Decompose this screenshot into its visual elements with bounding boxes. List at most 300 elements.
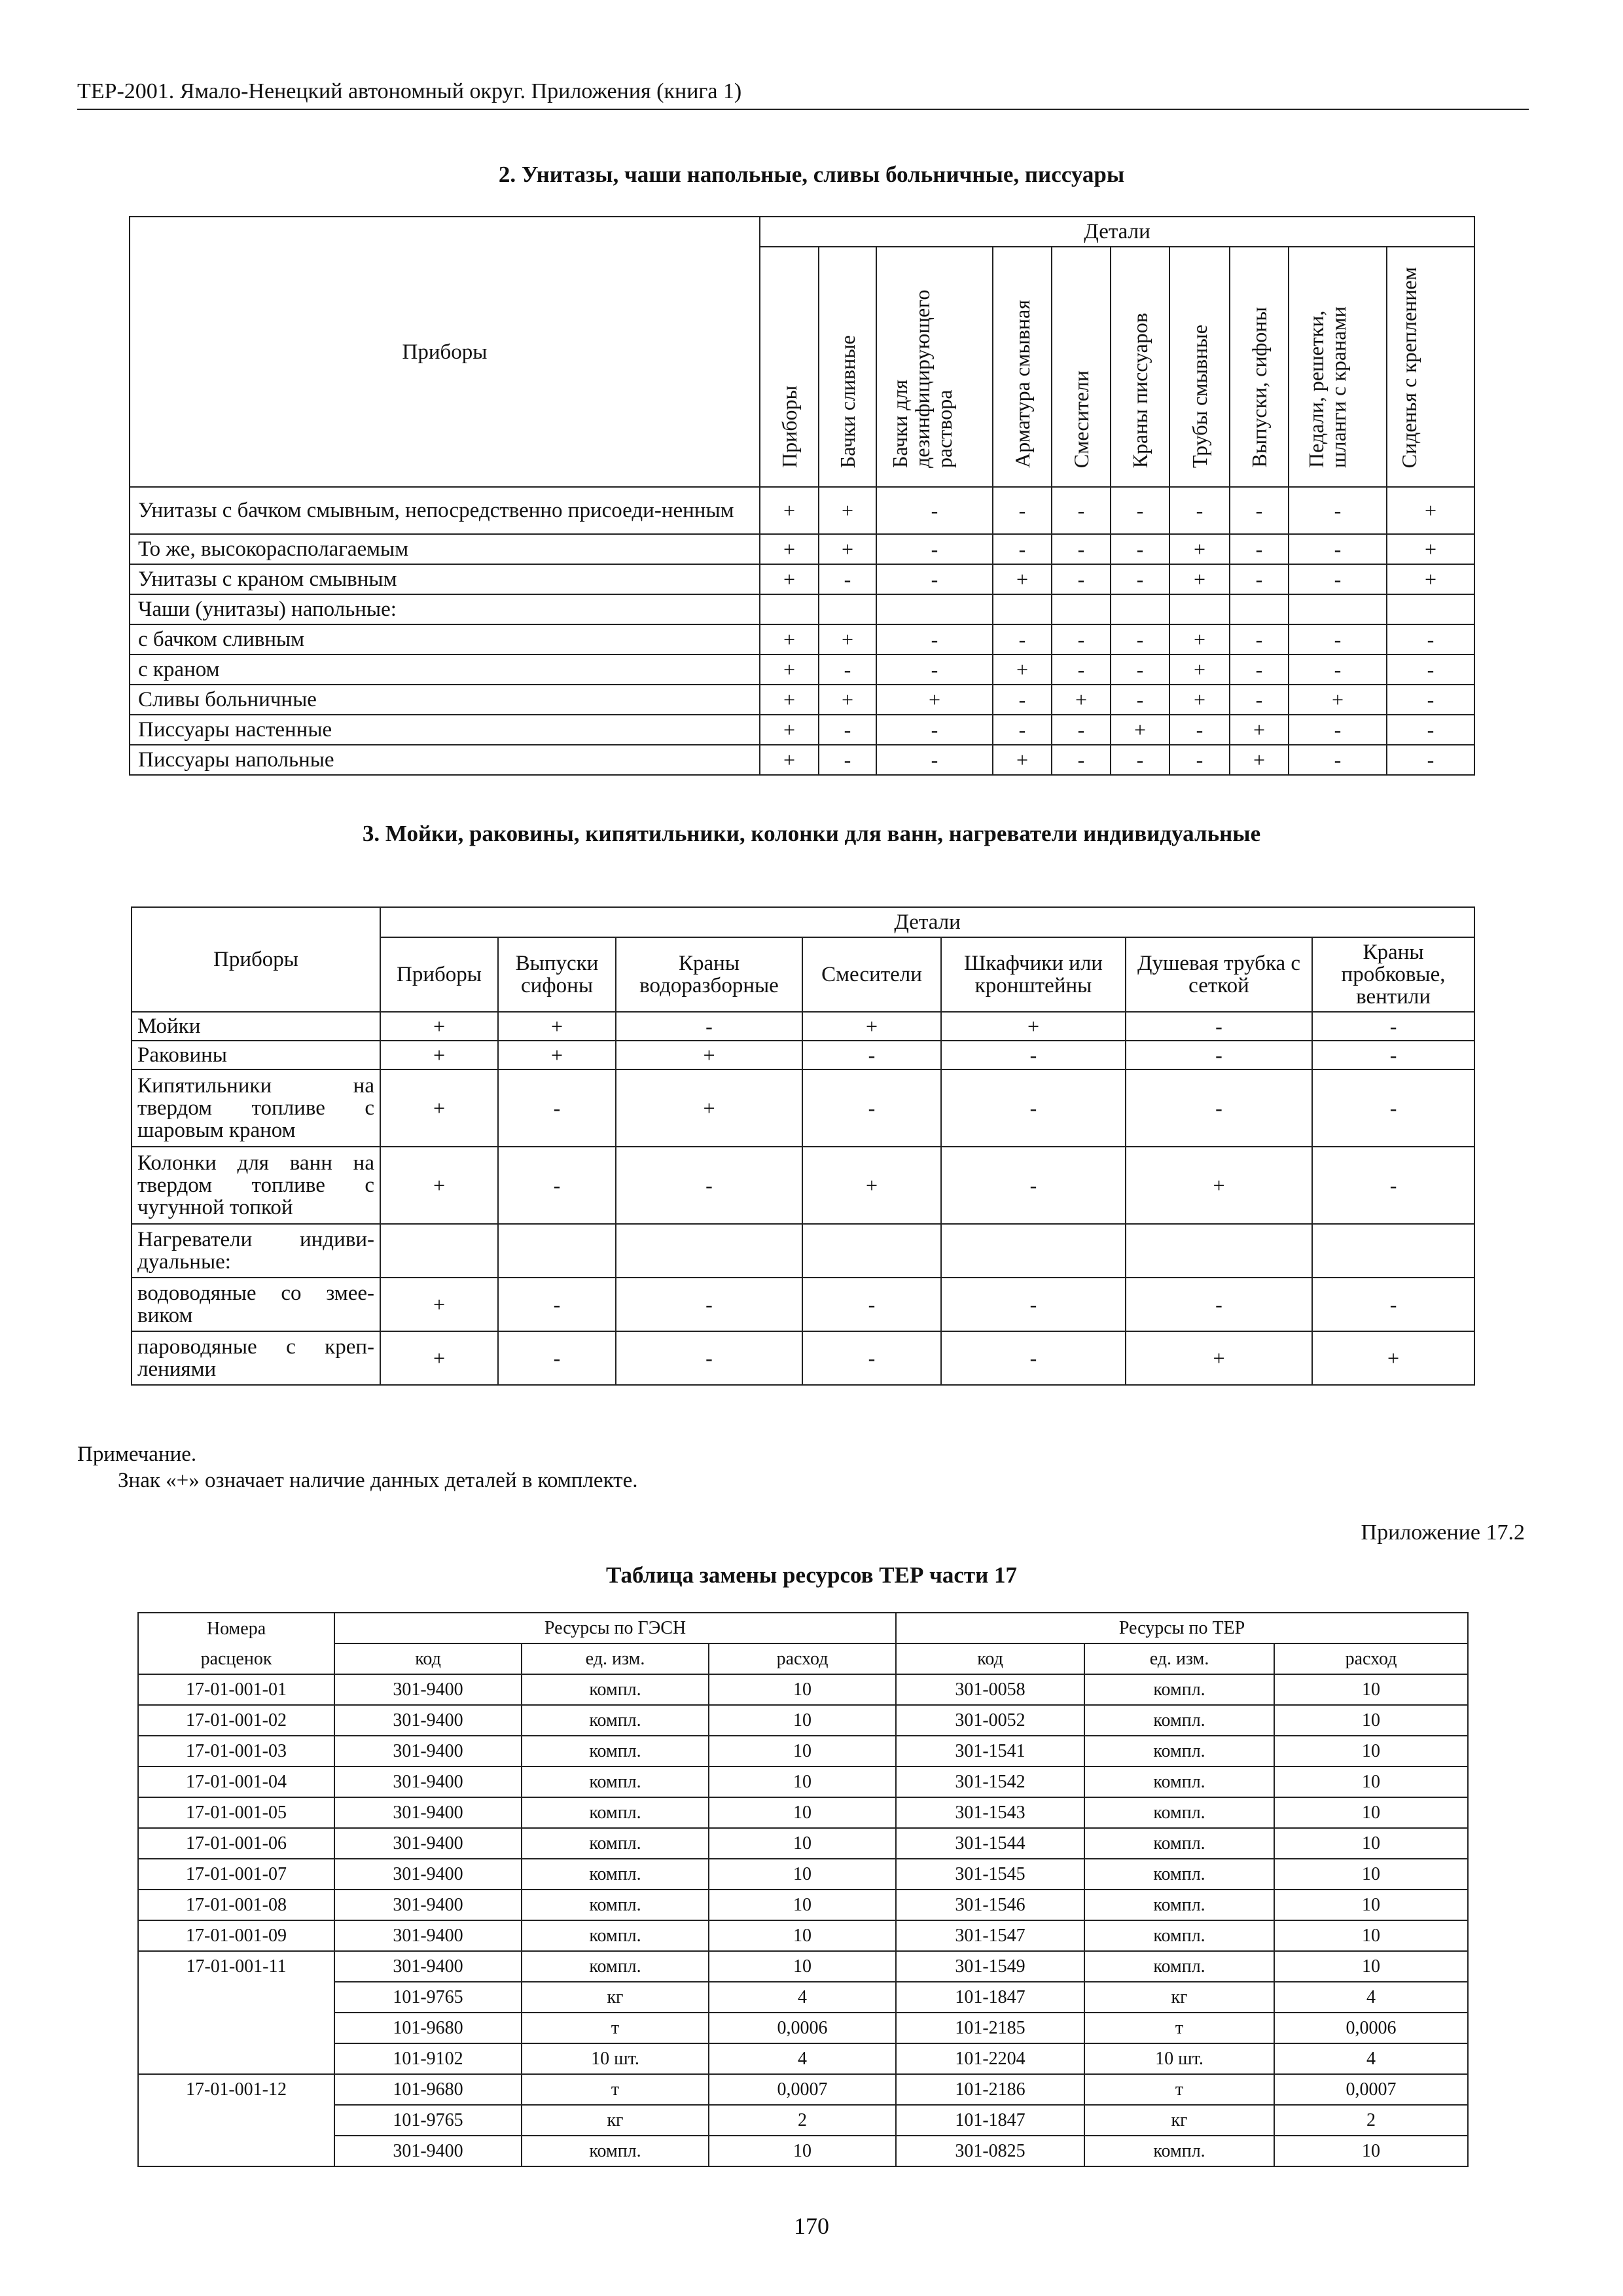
replacement-row bbox=[138, 1920, 1468, 1951]
page-number: 170 bbox=[794, 2213, 829, 2239]
section2-col-label: Смесители bbox=[1069, 370, 1093, 468]
section2-col-header bbox=[1052, 247, 1111, 487]
cell-t-code: 301-1549 bbox=[896, 1951, 1084, 1982]
section2-mark: + bbox=[1230, 715, 1289, 745]
section2-mark bbox=[1111, 594, 1169, 624]
cell-g-unit: компл. bbox=[522, 1828, 709, 1859]
section2-mark: + bbox=[760, 487, 819, 534]
section2-mark: - bbox=[1230, 685, 1289, 715]
cell-t-qty: 4 bbox=[1274, 2043, 1468, 2074]
cell-g-code: 301-9400 bbox=[334, 1920, 522, 1951]
cell-g-qty: 4 bbox=[709, 2043, 896, 2074]
replacement-row bbox=[138, 2105, 1468, 2136]
section2-col-header bbox=[1230, 247, 1289, 487]
section2-mark: - bbox=[819, 715, 876, 745]
cell-t-qty: 10 bbox=[1274, 1951, 1468, 1982]
section2-mark: - bbox=[1387, 655, 1474, 685]
section3-col-header: Приборы bbox=[380, 937, 498, 1012]
cell-g-code: 301-9400 bbox=[334, 1859, 522, 1890]
section2-mark: + bbox=[1169, 685, 1230, 715]
head-ter-qty: расход bbox=[1274, 1643, 1468, 1674]
cell-g-qty: 10 bbox=[709, 1674, 896, 1705]
rate-number: 17-01-001-07 bbox=[138, 1859, 334, 1890]
section3-mark bbox=[941, 1224, 1126, 1278]
section3-mark: + bbox=[802, 1147, 941, 1224]
cell-t-code: 301-1546 bbox=[896, 1890, 1084, 1920]
section2-mark: - bbox=[1052, 487, 1111, 534]
cell-g-qty: 10 bbox=[709, 1767, 896, 1797]
note-text: Знак «+» означает наличие данных деталей в комплекте. bbox=[118, 1469, 638, 1492]
cell-g-qty: 10 bbox=[709, 1920, 896, 1951]
section2-row bbox=[130, 685, 1474, 715]
section3-mark: - bbox=[1126, 1012, 1312, 1041]
cell-g-qty: 10 bbox=[709, 1890, 896, 1920]
head-gesn: Ресурсы по ГЭСН bbox=[334, 1613, 896, 1643]
cell-g-qty: 10 bbox=[709, 1736, 896, 1767]
section2-row-name: Писсуары напольные bbox=[130, 745, 760, 775]
section3-row bbox=[132, 1147, 1474, 1224]
section3-mark: - bbox=[802, 1041, 941, 1069]
section2-row-name: Писсуары настенные bbox=[130, 715, 760, 745]
section2-mark: - bbox=[876, 745, 993, 775]
section2-col-label: Бачки для дезинфицирующего раствора bbox=[888, 289, 956, 468]
section2-row bbox=[130, 487, 1474, 534]
section3-mark bbox=[802, 1224, 941, 1278]
section2-mark: + bbox=[760, 655, 819, 685]
section2-mark bbox=[1169, 594, 1230, 624]
section2-col-label: Бачки сливные bbox=[836, 334, 859, 468]
section3-table bbox=[131, 906, 1475, 1386]
section2-mark: + bbox=[1387, 564, 1474, 594]
section3-row bbox=[132, 1041, 1474, 1069]
cell-t-qty: 10 bbox=[1274, 1797, 1468, 1828]
rate-number: 17-01-001-11 bbox=[138, 1951, 334, 1982]
cell-g-unit: компл. bbox=[522, 1890, 709, 1920]
section3-row-name: водоводяные со змее-виком bbox=[132, 1278, 380, 1331]
cell-g-qty: 4 bbox=[709, 1982, 896, 2013]
section2-mark: + bbox=[993, 564, 1052, 594]
section3-mark: + bbox=[498, 1041, 616, 1069]
cell-t-code: 101-2204 bbox=[896, 2043, 1084, 2074]
section2-mark: + bbox=[760, 624, 819, 655]
section2-col-label: Приборы bbox=[777, 385, 801, 468]
cell-g-qty: 10 bbox=[709, 1705, 896, 1736]
rate-number: 17-01-001-08 bbox=[138, 1890, 334, 1920]
section2-mark: - bbox=[1230, 624, 1289, 655]
section2-col-label: Выпуски, сифоны bbox=[1247, 307, 1271, 468]
section3-mark: + bbox=[380, 1012, 498, 1041]
cell-g-qty: 0,0006 bbox=[709, 2013, 896, 2043]
section3-mark: + bbox=[616, 1069, 802, 1147]
section2-col-header bbox=[993, 247, 1052, 487]
replacement-row bbox=[138, 2043, 1468, 2074]
section2-row bbox=[130, 624, 1474, 655]
section3-mark: + bbox=[380, 1041, 498, 1069]
cell-t-code: 101-2185 bbox=[896, 2013, 1084, 2043]
cell-t-code: 301-0052 bbox=[896, 1705, 1084, 1736]
cell-g-unit: компл. bbox=[522, 1859, 709, 1890]
cell-g-qty: 10 bbox=[709, 1859, 896, 1890]
section3-mark: - bbox=[802, 1069, 941, 1147]
section2-mark: + bbox=[819, 624, 876, 655]
replacement-row bbox=[138, 1951, 1468, 1982]
section3-mark: + bbox=[802, 1012, 941, 1041]
cell-t-unit: компл. bbox=[1084, 1767, 1274, 1797]
section3-row bbox=[132, 1278, 1474, 1331]
section2-mark: - bbox=[1111, 487, 1169, 534]
cell-t-unit: компл. bbox=[1084, 1859, 1274, 1890]
section2-mark: - bbox=[1289, 624, 1387, 655]
section2-row bbox=[130, 534, 1474, 564]
section2-col-group: Детали bbox=[760, 217, 1474, 247]
cell-t-code: 301-1543 bbox=[896, 1797, 1084, 1828]
cell-g-unit: компл. bbox=[522, 1705, 709, 1736]
head-gesn-qty: расход bbox=[709, 1643, 896, 1674]
rate-number: 17-01-001-09 bbox=[138, 1920, 334, 1951]
section2-mark: - bbox=[876, 487, 993, 534]
section3-mark: - bbox=[1126, 1278, 1312, 1331]
section3-mark: - bbox=[1312, 1041, 1474, 1069]
rate-number bbox=[138, 2105, 334, 2136]
section2-mark bbox=[1230, 594, 1289, 624]
section3-mark bbox=[1312, 1224, 1474, 1278]
cell-g-unit: компл. bbox=[522, 1674, 709, 1705]
replacement-table bbox=[137, 1612, 1469, 2167]
section2-mark: - bbox=[1387, 685, 1474, 715]
head-ter-code: код bbox=[896, 1643, 1084, 1674]
section2-mark: + bbox=[760, 715, 819, 745]
cell-g-unit: кг bbox=[522, 1982, 709, 2013]
section3-mark bbox=[616, 1224, 802, 1278]
section3-row-name: Раковины bbox=[132, 1041, 380, 1069]
section2-mark: - bbox=[876, 715, 993, 745]
section2-mark: - bbox=[876, 624, 993, 655]
cell-t-qty: 0,0007 bbox=[1274, 2074, 1468, 2105]
section2-row-name: Унитазы с краном смывным bbox=[130, 564, 760, 594]
replacement-row bbox=[138, 2074, 1468, 2105]
section2-mark: - bbox=[993, 624, 1052, 655]
section3-mark: - bbox=[498, 1069, 616, 1147]
section2-col-header bbox=[876, 247, 993, 487]
section2-mark: + bbox=[1111, 715, 1169, 745]
section2-row bbox=[130, 594, 1474, 624]
section2-mark: - bbox=[1111, 624, 1169, 655]
cell-t-code: 301-1544 bbox=[896, 1828, 1084, 1859]
section2-col-label: Арматура смывная bbox=[1010, 300, 1034, 468]
cell-t-code: 301-1542 bbox=[896, 1767, 1084, 1797]
section2-mark: + bbox=[1169, 655, 1230, 685]
section3-mark: - bbox=[498, 1331, 616, 1385]
section2-row-name: То же, высокорасполагаемым bbox=[130, 534, 760, 564]
section2-col-header bbox=[1111, 247, 1169, 487]
section2-mark: + bbox=[819, 487, 876, 534]
section3-row-name: Мойки bbox=[132, 1012, 380, 1041]
cell-g-unit: компл. bbox=[522, 1797, 709, 1828]
replacement-row bbox=[138, 1767, 1468, 1797]
section3-mark: - bbox=[1312, 1069, 1474, 1147]
section3-mark: - bbox=[1126, 1041, 1312, 1069]
section2-col-label: Краны писсуаров bbox=[1128, 312, 1152, 468]
cell-g-code: 301-9400 bbox=[334, 1736, 522, 1767]
cell-t-unit: т bbox=[1084, 2074, 1274, 2105]
section3-mark: - bbox=[941, 1331, 1126, 1385]
rate-number bbox=[138, 2136, 334, 2166]
section2-mark: - bbox=[1289, 655, 1387, 685]
cell-t-unit: компл. bbox=[1084, 1951, 1274, 1982]
section2-mark: - bbox=[1111, 745, 1169, 775]
replacement-row bbox=[138, 1982, 1468, 2013]
section3-col-header: Смесители bbox=[802, 937, 941, 1012]
section3-mark: + bbox=[380, 1331, 498, 1385]
section2-row-name: Чаши (унитазы) напольные: bbox=[130, 594, 760, 624]
cell-g-unit: компл. bbox=[522, 2136, 709, 2166]
cell-t-unit: компл. bbox=[1084, 1797, 1274, 1828]
rate-number: 17-01-001-06 bbox=[138, 1828, 334, 1859]
section2-mark: + bbox=[993, 745, 1052, 775]
section3-mark: - bbox=[616, 1278, 802, 1331]
cell-t-unit: компл. bbox=[1084, 1828, 1274, 1859]
section2-row-header: Приборы bbox=[130, 217, 760, 487]
section2-mark: - bbox=[819, 564, 876, 594]
section2-row bbox=[130, 655, 1474, 685]
section3-mark: - bbox=[1126, 1069, 1312, 1147]
cell-g-unit: т bbox=[522, 2074, 709, 2105]
section2-mark bbox=[876, 594, 993, 624]
section2-mark: + bbox=[1387, 487, 1474, 534]
cell-t-qty: 10 bbox=[1274, 1736, 1468, 1767]
section3-col-header: Краны пробковые, вентили bbox=[1312, 937, 1474, 1012]
section3-mark bbox=[380, 1224, 498, 1278]
section3-row bbox=[132, 1069, 1474, 1147]
section3-col-header: Шкафчики или кронштейны bbox=[941, 937, 1126, 1012]
section3-mark: - bbox=[941, 1041, 1126, 1069]
section3-mark: - bbox=[616, 1012, 802, 1041]
section2-mark: - bbox=[993, 715, 1052, 745]
section3-col-header: Выпуски сифоны bbox=[498, 937, 616, 1012]
replacement-row bbox=[138, 1674, 1468, 1705]
replacement-row bbox=[138, 1859, 1468, 1890]
section2-mark: - bbox=[1111, 685, 1169, 715]
section2-table bbox=[129, 216, 1475, 776]
section2-mark: - bbox=[1289, 564, 1387, 594]
section2-mark: - bbox=[1289, 715, 1387, 745]
cell-g-code: 301-9400 bbox=[334, 1705, 522, 1736]
cell-t-code: 101-2186 bbox=[896, 2074, 1084, 2105]
section2-row bbox=[130, 564, 1474, 594]
rate-number: 17-01-001-01 bbox=[138, 1674, 334, 1705]
section3-col-header: Краны водоразборные bbox=[616, 937, 802, 1012]
rate-number: 17-01-001-04 bbox=[138, 1767, 334, 1797]
cell-t-qty: 10 bbox=[1274, 1828, 1468, 1859]
cell-g-code: 301-9400 bbox=[334, 1951, 522, 1982]
section2-col-label: Сиденья с креплением bbox=[1397, 266, 1421, 468]
section2-mark: - bbox=[1230, 487, 1289, 534]
section3-mark: - bbox=[941, 1147, 1126, 1224]
cell-g-code: 301-9400 bbox=[334, 1828, 522, 1859]
section2-mark: + bbox=[760, 745, 819, 775]
section2-mark: - bbox=[1052, 534, 1111, 564]
section2-mark: - bbox=[1387, 745, 1474, 775]
section2-col-header bbox=[819, 247, 876, 487]
section3-mark: - bbox=[616, 1331, 802, 1385]
section2-mark: + bbox=[1289, 685, 1387, 715]
section2-mark: - bbox=[1052, 715, 1111, 745]
section2-mark: - bbox=[1230, 564, 1289, 594]
section3-mark: - bbox=[498, 1278, 616, 1331]
section3-mark bbox=[1126, 1224, 1312, 1278]
section2-mark: - bbox=[876, 564, 993, 594]
head-ter: Ресурсы по ТЕР bbox=[896, 1613, 1468, 1643]
section3-mark: - bbox=[802, 1331, 941, 1385]
section2-mark: + bbox=[1169, 564, 1230, 594]
head-gesn-code: код bbox=[334, 1643, 522, 1674]
head-numbers-1: Номера bbox=[138, 1613, 334, 1643]
appendix-label: Приложение 17.2 bbox=[1361, 1520, 1525, 1545]
section3-mark: + bbox=[380, 1278, 498, 1331]
section2-row-name: с краном bbox=[130, 655, 760, 685]
cell-t-qty: 10 bbox=[1274, 1767, 1468, 1797]
section2-mark: - bbox=[1052, 655, 1111, 685]
cell-g-unit: компл. bbox=[522, 1920, 709, 1951]
cell-t-unit: компл. bbox=[1084, 1674, 1274, 1705]
section2-title: 2. Унитазы, чаши напольные, сливы больничные, писсуары bbox=[498, 162, 1125, 187]
section3-col-header: Душевая трубка с сеткой bbox=[1126, 937, 1312, 1012]
cell-g-qty: 10 bbox=[709, 1797, 896, 1828]
rate-number: 17-01-001-03 bbox=[138, 1736, 334, 1767]
replacement-row bbox=[138, 1890, 1468, 1920]
section2-row bbox=[130, 745, 1474, 775]
section2-mark: - bbox=[1169, 715, 1230, 745]
section2-mark: - bbox=[1111, 564, 1169, 594]
cell-g-qty: 10 bbox=[709, 2136, 896, 2166]
section2-row-name: Сливы больничные bbox=[130, 685, 760, 715]
section2-mark: + bbox=[1169, 534, 1230, 564]
cell-t-code: 301-0058 bbox=[896, 1674, 1084, 1705]
section2-mark: + bbox=[1169, 624, 1230, 655]
rate-number bbox=[138, 1982, 334, 2013]
section3-row-name: пароводяные с креп-лениями bbox=[132, 1331, 380, 1385]
rate-number bbox=[138, 2013, 334, 2043]
cell-g-unit: компл. bbox=[522, 1767, 709, 1797]
cell-g-qty: 2 bbox=[709, 2105, 896, 2136]
section2-mark: - bbox=[1289, 487, 1387, 534]
section3-mark: + bbox=[380, 1147, 498, 1224]
section2-col-label: Трубы смывные bbox=[1188, 324, 1211, 468]
section2-mark: - bbox=[876, 655, 993, 685]
cell-t-qty: 4 bbox=[1274, 1982, 1468, 2013]
cell-g-unit: компл. bbox=[522, 1951, 709, 1982]
section2-col-header bbox=[1169, 247, 1230, 487]
section2-mark: - bbox=[1387, 715, 1474, 745]
section2-mark: - bbox=[993, 534, 1052, 564]
cell-t-unit: т bbox=[1084, 2013, 1274, 2043]
section3-mark bbox=[498, 1224, 616, 1278]
section2-col-header bbox=[1387, 247, 1474, 487]
cell-t-code: 301-0825 bbox=[896, 2136, 1084, 2166]
cell-g-code: 101-9102 bbox=[334, 2043, 522, 2074]
cell-t-code: 101-1847 bbox=[896, 2105, 1084, 2136]
section3-mark: - bbox=[616, 1147, 802, 1224]
section3-mark: + bbox=[616, 1041, 802, 1069]
section2-col-label: Педали, решетки, шланги с кранами bbox=[1304, 306, 1350, 468]
section2-mark: - bbox=[1111, 655, 1169, 685]
section2-mark: - bbox=[1387, 624, 1474, 655]
section3-mark: - bbox=[1312, 1012, 1474, 1041]
section2-mark: + bbox=[1230, 745, 1289, 775]
section2-row-name: с бачком сливным bbox=[130, 624, 760, 655]
cell-g-code: 101-9765 bbox=[334, 1982, 522, 2013]
section2-row-name: Унитазы с бачком смывным, непосредственно присоеди-ненным bbox=[130, 487, 760, 534]
cell-t-qty: 0,0006 bbox=[1274, 2013, 1468, 2043]
section2-mark: - bbox=[1052, 564, 1111, 594]
replacement-row bbox=[138, 2013, 1468, 2043]
section2-mark: + bbox=[760, 685, 819, 715]
section3-mark: - bbox=[802, 1278, 941, 1331]
section2-mark: - bbox=[993, 487, 1052, 534]
replacement-row bbox=[138, 1797, 1468, 1828]
cell-t-unit: кг bbox=[1084, 1982, 1274, 2013]
cell-g-code: 101-9765 bbox=[334, 2105, 522, 2136]
section3-row-name: Кипятильники на твердом топливе с шаровым краном bbox=[132, 1069, 380, 1147]
replacement-row bbox=[138, 1705, 1468, 1736]
section3-row bbox=[132, 1331, 1474, 1385]
section3-row-header: Приборы bbox=[132, 907, 380, 1012]
cell-g-code: 301-9400 bbox=[334, 1767, 522, 1797]
section3-col-group: Детали bbox=[380, 907, 1474, 937]
cell-g-code: 301-9400 bbox=[334, 2136, 522, 2166]
section2-mark: - bbox=[1169, 487, 1230, 534]
section3-mark: + bbox=[1312, 1331, 1474, 1385]
cell-t-qty: 10 bbox=[1274, 2136, 1468, 2166]
section2-mark: - bbox=[1230, 655, 1289, 685]
section2-mark: + bbox=[1387, 534, 1474, 564]
cell-t-unit: компл. bbox=[1084, 1705, 1274, 1736]
cell-g-code: 301-9400 bbox=[334, 1797, 522, 1828]
cell-g-code: 301-9400 bbox=[334, 1674, 522, 1705]
rate-number: 17-01-001-02 bbox=[138, 1705, 334, 1736]
section2-mark: + bbox=[819, 534, 876, 564]
section3-mark: + bbox=[1126, 1331, 1312, 1385]
head-gesn-unit: ед. изм. bbox=[522, 1643, 709, 1674]
cell-t-qty: 10 bbox=[1274, 1890, 1468, 1920]
section3-mark: + bbox=[1126, 1147, 1312, 1224]
section2-mark: + bbox=[760, 564, 819, 594]
cell-t-code: 101-1847 bbox=[896, 1982, 1084, 2013]
section2-mark: - bbox=[819, 745, 876, 775]
running-header: ТЕР-2001. Ямало-Ненецкий автономный округ. Приложения (книга 1) bbox=[77, 77, 1529, 110]
cell-t-unit: компл. bbox=[1084, 1736, 1274, 1767]
section3-mark: - bbox=[1312, 1278, 1474, 1331]
section2-mark: + bbox=[993, 655, 1052, 685]
replacement-row bbox=[138, 2136, 1468, 2166]
rate-number: 17-01-001-12 bbox=[138, 2074, 334, 2105]
section3-mark: + bbox=[380, 1069, 498, 1147]
section3-mark: + bbox=[498, 1012, 616, 1041]
head-ter-unit: ед. изм. bbox=[1084, 1643, 1274, 1674]
section2-mark bbox=[1387, 594, 1474, 624]
cell-t-code: 301-1547 bbox=[896, 1920, 1084, 1951]
section2-mark: - bbox=[1052, 624, 1111, 655]
cell-g-unit: компл. bbox=[522, 1736, 709, 1767]
cell-t-qty: 10 bbox=[1274, 1674, 1468, 1705]
cell-t-unit: 10 шт. bbox=[1084, 2043, 1274, 2074]
cell-g-code: 101-9680 bbox=[334, 2013, 522, 2043]
head-numbers-2: расценок bbox=[138, 1643, 334, 1674]
cell-t-unit: компл. bbox=[1084, 2136, 1274, 2166]
cell-t-code: 301-1545 bbox=[896, 1859, 1084, 1890]
cell-t-qty: 10 bbox=[1274, 1705, 1468, 1736]
section2-col-header bbox=[1289, 247, 1387, 487]
